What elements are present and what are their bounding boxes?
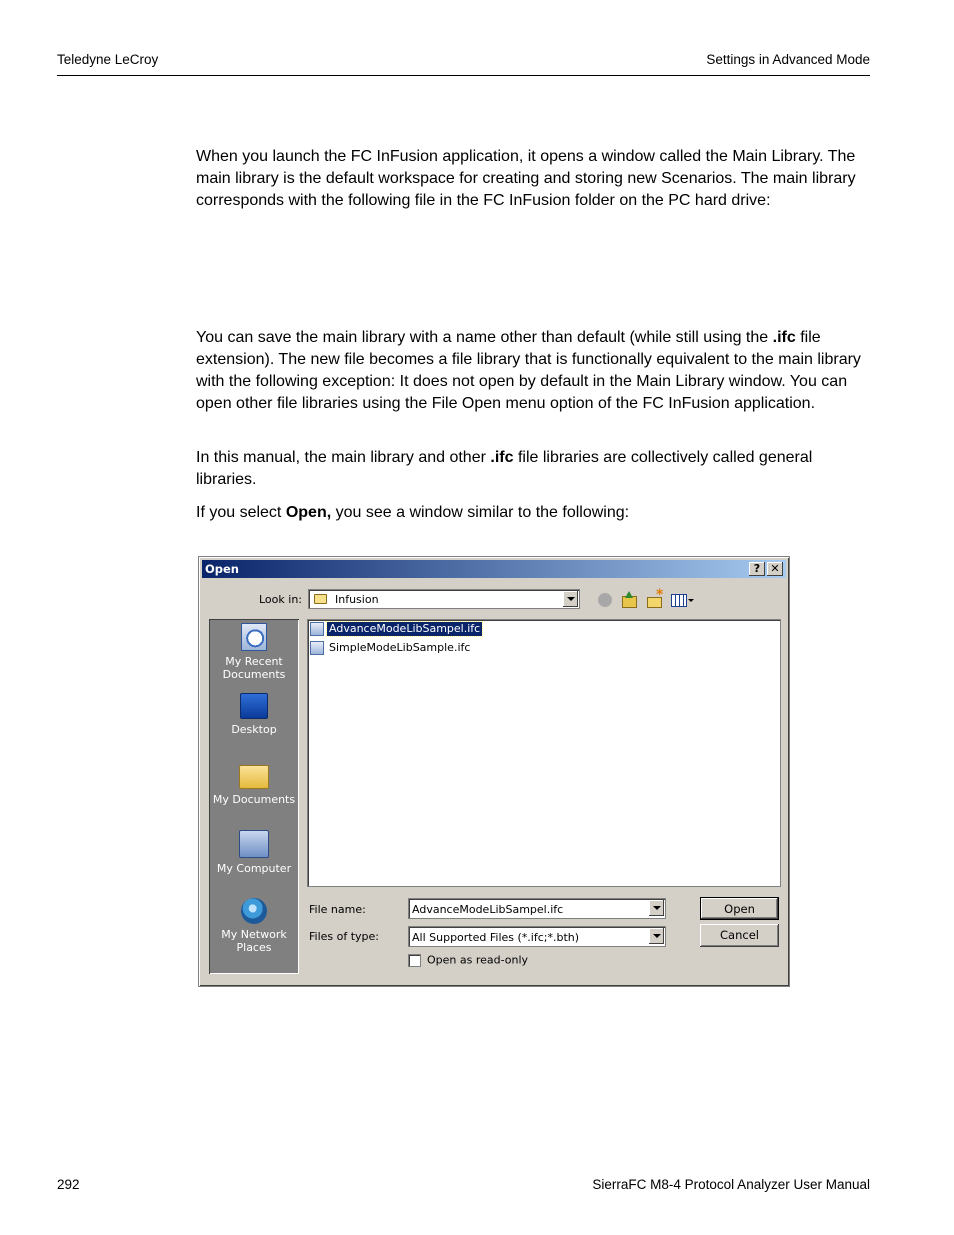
header-left: Teledyne LeCroy (57, 52, 159, 67)
text: file extension). The new file becomes a file library that is functionally equivalent to the main library with the following exception: It does not open by default in the Main Library window. You can open other file libraries using the File Open menu option of the FC InFusion application. (196, 329, 861, 412)
paragraph-save-library (196, 327, 870, 415)
file-name-label: File name: (309, 903, 366, 916)
chevron-down-icon[interactable] (649, 928, 664, 944)
bold-ext: .ifc (490, 449, 514, 466)
place-label: My Network Places (221, 928, 287, 954)
text: If you select (196, 504, 286, 521)
chevron-down-icon[interactable] (563, 591, 578, 607)
chevron-down-icon[interactable] (649, 900, 664, 916)
place-my-computer[interactable] (209, 830, 299, 875)
file-type-label: Files of type: (309, 930, 380, 943)
place-label: My Computer (216, 862, 292, 875)
dialog-title: Open (205, 562, 239, 576)
text: file libraries are collectively called general libraries. (196, 449, 813, 488)
text: you see a window similar to the following: (331, 504, 630, 521)
desktop-icon (240, 693, 268, 719)
read-only-label: Open as read-only (427, 953, 529, 967)
paragraph-main-library: When you launch the FC InFusion application, it opens a window called the Main Library. The main library is the default workspace for creating and storing new Scenarios. The main library corresponds with the following file in the FC InFusion folder on the PC hard drive: (196, 148, 856, 209)
up-folder-icon[interactable] (620, 591, 638, 609)
file-list[interactable] (307, 619, 781, 887)
place-my-network-places[interactable] (209, 898, 299, 954)
list-item[interactable] (310, 622, 482, 636)
text: In this manual, the main library and other (196, 449, 491, 466)
close-button[interactable]: ✕ (767, 562, 783, 576)
file-name: AdvanceModeLibSampel.ifc (329, 622, 481, 635)
look-in-value: Infusion (335, 593, 379, 606)
paragraph-select-open (196, 502, 870, 524)
file-name-value: AdvanceModeLibSampel.ifc (412, 903, 564, 916)
cancel-button[interactable]: Cancel (700, 924, 779, 947)
footer-title: SierraFC M8-4 Protocol Analyzer User Manual (592, 1177, 870, 1192)
new-folder-icon[interactable] (645, 591, 663, 609)
file-name: SimpleModeLibSample.ifc (329, 641, 471, 654)
network-places-icon (241, 898, 267, 924)
header-rule (57, 75, 870, 76)
bold-ext: .ifc (772, 329, 796, 346)
my-documents-icon (239, 765, 269, 789)
my-computer-icon (239, 830, 269, 858)
file-type-select[interactable] (408, 926, 666, 947)
place-my-recent-documents[interactable] (209, 623, 299, 681)
dialog-titlebar[interactable] (202, 560, 786, 578)
places-bar (209, 619, 299, 974)
folder-icon (314, 594, 327, 604)
open-button[interactable]: Open (700, 897, 779, 920)
ifc-file-icon (310, 641, 324, 655)
back-icon[interactable] (596, 591, 614, 609)
place-label: My Recent Documents (222, 655, 286, 681)
file-type-value: All Supported Files (*.ifc;*.bth) (412, 931, 580, 944)
place-label: My Documents (212, 793, 296, 806)
look-in-label: Look in: (259, 593, 302, 606)
read-only-checkbox[interactable] (408, 953, 528, 967)
views-menu-icon[interactable] (669, 591, 695, 609)
paragraph-general-libraries (196, 447, 870, 491)
look-in-dropdown[interactable] (308, 589, 580, 609)
checkbox-box[interactable] (408, 954, 421, 967)
ifc-file-icon (310, 622, 324, 636)
open-dialog (198, 556, 790, 987)
text: You can save the main library with a name other than default (while still using the (196, 329, 773, 346)
page-number: 292 (57, 1177, 80, 1192)
recent-documents-icon (241, 623, 267, 651)
place-label: Desktop (231, 723, 277, 736)
file-name-input[interactable] (408, 898, 666, 919)
help-button[interactable]: ? (749, 562, 765, 576)
place-desktop[interactable] (209, 693, 299, 736)
header-right: Settings in Advanced Mode (706, 52, 870, 67)
list-item[interactable] (310, 641, 472, 655)
bold-open: Open, (285, 504, 332, 521)
place-my-documents[interactable] (209, 761, 299, 806)
